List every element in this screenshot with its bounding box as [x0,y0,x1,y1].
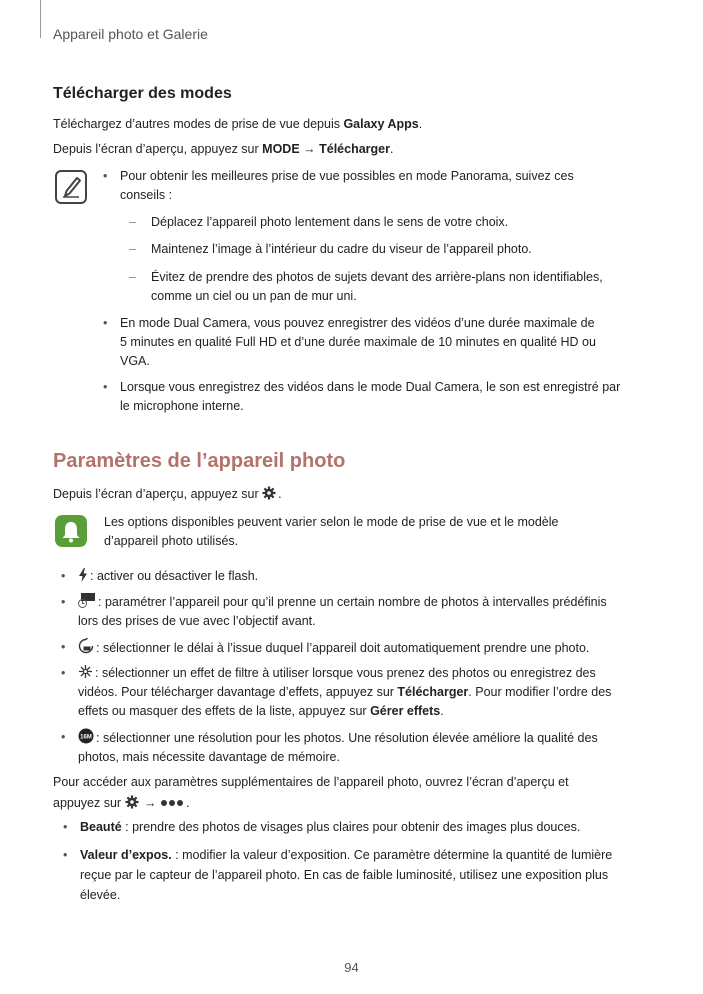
note-dash-1: – Déplacez l’appareil photo lentement dans le sens de votre choix. [129,215,509,229]
running-header: Appareil photo et Galerie [53,26,208,42]
flash-icon [78,568,88,582]
timer-icon [78,638,94,654]
option-exposure: • Valeur d’expos. : modifier la valeur d’exposition. Ce paramètre détermine la quantité de lumière reçue par le capteur de l’appareil photo. En cas de faible luminosité, utilisez une exposition plus élevée. [63,848,613,902]
note-bullet-dual-camera: • En mode Dual Camera, vous pouvez enregistrer des vidéos d’une durée maximale de 5 minutes en qualité Full HD et d’une durée maximale de 10 minutes en qualité HD ou VGA. [103,316,596,368]
gear-icon-2 [125,795,139,809]
more-settings-paragraph: Pour accéder aux paramètres supplémentaires de l’appareil photo, ouvrez l’écran d’aperçu et appuyez sur → . [53,775,569,810]
option-filter: • : sélectionner un effet de filtre à utiliser lorsque vous prenez des photos ou enregistrez des vidéos. Pour télécharger davantage d’effets, appuyez sur Télécharger. Pour modifier l’ordre des effets ou masquer des effets de la liste, appuyez sur Gérer effets. [61,666,612,718]
filter-sparkle-icon [78,664,93,679]
option-timer: • : sélectionner le délai à l’issue duquel l’appareil doit automatiquement prendre une photo. [61,640,590,655]
option-interval-shot: • : paramétrer l’appareil pour qu’il prenne un certain nombre de photos à intervalles prédéfinis lors des prises de vue avec l’objectif avant. [61,595,607,628]
note-bullet-microphone: • Lorsque vous enregistrez des vidéos dans le mode Dual Camera, le son est enregistré par le microphone interne. [103,380,621,413]
download-line-2: Depuis l’écran d’aperçu, appuyez sur MODE → Télécharger. [53,142,394,156]
note-pencil-icon [55,170,87,204]
note-dash-3: – Évitez de prendre des photos de sujets devant des arrière-plans non identifiables, comme un ciel ou un pan de mur uni. [129,270,603,303]
settings-intro: Depuis l’écran d’aperçu, appuyez sur . [53,487,282,501]
notice-bell-icon [55,515,87,547]
option-resolution: • 16M : sélectionner une résolution pour les photos. Une résolution élevée améliore la qualité des photos, mais nécessite davantage de mémoire. [61,730,598,764]
page-number: 94 [344,960,359,975]
download-line-1: Téléchargez d’autres modes de prise de vue depuis Galaxy Apps. [53,117,423,131]
svg-text:16M: 16M [80,734,92,741]
download-modes-heading: Télécharger des modes [53,85,232,102]
settings-note: Les options disponibles peuvent varier selon le mode de prise de vue et le modèle d’appareil photo utilisés. [104,515,559,548]
note-dash-2: – Maintenez l’image à l’intérieur du cadre du viseur de l’appareil photo. [129,242,532,256]
resolution-16m-icon [78,728,94,744]
more-options-icon [160,799,184,807]
gear-icon [262,486,276,500]
margin-rule [40,0,41,38]
note-bullet-panorama: • Pour obtenir les meilleures prise de vue possibles en mode Panorama, suivez ces conseils : [103,169,574,202]
option-beauty: • Beauté : prendre des photos de visages plus claires pour obtenir des images plus douces. [63,820,581,834]
interval-shot-icon [78,593,96,608]
camera-settings-heading: Paramètres de l’appareil photo [53,450,346,472]
option-flash: • : activer ou désactiver le flash. [61,569,259,583]
